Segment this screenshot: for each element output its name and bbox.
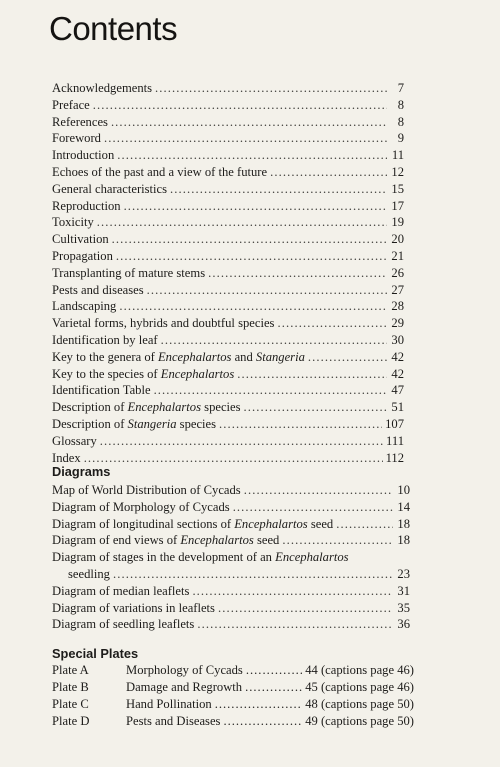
entry-label-text: Pests and diseases xyxy=(52,282,144,297)
entry-label-text: Transplanting of mature stems xyxy=(52,265,206,280)
diagram-entry-continuation xyxy=(52,566,410,583)
entry-label-italic: Stangeria xyxy=(127,416,177,431)
dot-leader xyxy=(100,433,383,450)
entry-page-number: 107 xyxy=(385,416,404,431)
dot-leader xyxy=(117,147,387,164)
entry-label xyxy=(52,97,90,114)
entry-label-text: Foreword xyxy=(52,131,101,146)
toc-entry xyxy=(52,130,404,147)
entry-label-text: Identification by leaf xyxy=(52,332,158,347)
entry-page-number: 18 xyxy=(397,533,410,548)
dot-leader xyxy=(113,566,393,583)
dot-leader xyxy=(97,214,387,231)
entry-label-text: Cultivation xyxy=(52,232,109,247)
dot-leader xyxy=(218,600,393,617)
entry-label xyxy=(52,164,267,181)
plate-description: Hand Pollination xyxy=(126,697,212,711)
entry-label-text: species xyxy=(201,400,241,415)
entry-label xyxy=(52,130,101,147)
entry-label-italic: Encephalartos xyxy=(157,349,232,364)
dot-leader xyxy=(119,298,387,315)
page-title: Contents xyxy=(49,10,178,47)
entry-label xyxy=(52,315,274,332)
entry-label xyxy=(52,600,215,617)
dot-leader xyxy=(223,713,302,730)
entry-label xyxy=(52,198,121,215)
entry-label-text: Diagram of seedling leaflets xyxy=(52,617,195,632)
toc-entry xyxy=(52,315,404,332)
diagrams-list xyxy=(52,482,410,633)
entry-page-number: 42 xyxy=(391,349,404,364)
dot-leader xyxy=(112,231,387,248)
entry-page-number: 17 xyxy=(391,198,404,213)
entry-label-text: Introduction xyxy=(52,148,115,163)
entry-label-text: Diagram of stages in the development of an xyxy=(52,550,276,565)
toc-entry xyxy=(52,231,404,248)
dot-leader xyxy=(244,399,387,416)
plate-entry xyxy=(52,662,414,679)
dot-leader xyxy=(336,516,393,533)
entry-label xyxy=(52,231,109,248)
dot-leader xyxy=(124,198,387,215)
entry-page-number: 28 xyxy=(391,299,404,314)
toc-entry xyxy=(52,248,404,265)
entry-label-text: Landscaping xyxy=(52,299,117,314)
diagram-entry xyxy=(52,616,410,633)
toc-entry xyxy=(52,366,404,383)
diagram-entry xyxy=(52,482,410,499)
entry-page-number: 10 xyxy=(397,483,410,497)
special-plates-heading: Special Plates xyxy=(52,646,139,661)
toc-entry xyxy=(52,265,404,282)
entry-page-number: 15 xyxy=(391,181,404,196)
plate-description: Damage and Regrowth xyxy=(126,680,243,694)
entry-label-text: and xyxy=(231,349,256,364)
entry-label-text: Description of xyxy=(52,400,128,415)
entry-label-italic: Stangeria xyxy=(255,349,305,364)
toc-entry xyxy=(52,97,404,114)
dot-leader xyxy=(277,315,387,332)
entry-label-text: Acknowledgements xyxy=(52,81,153,95)
entry-page-number: 111 xyxy=(386,433,404,448)
entry-page-number: 14 xyxy=(397,499,410,514)
entry-label xyxy=(52,298,116,315)
plate-entry xyxy=(52,696,414,713)
toc-entry xyxy=(52,433,404,450)
toc-entry xyxy=(52,282,404,299)
dot-leader xyxy=(308,349,387,366)
entry-page-number: 20 xyxy=(391,232,404,247)
entry-label xyxy=(52,382,151,399)
dot-leader xyxy=(147,282,387,299)
plate-page: 45 (captions page 46) xyxy=(305,680,414,694)
entry-label xyxy=(52,532,279,549)
entry-page-number: 29 xyxy=(391,316,404,331)
plate-entry xyxy=(52,679,414,696)
dot-leader xyxy=(219,416,382,433)
plate-name: Plate D xyxy=(52,714,90,728)
plate-page: 44 (captions page 46) xyxy=(305,663,414,677)
entry-page-number: 27 xyxy=(391,282,404,297)
diagram-entry xyxy=(52,499,410,516)
entry-label-text: Key to the genera of xyxy=(52,349,158,364)
diagram-entry xyxy=(52,516,410,533)
dot-leader xyxy=(208,265,387,282)
entry-page-number: 30 xyxy=(391,332,404,347)
dot-leader xyxy=(245,679,302,696)
entry-page-number: 18 xyxy=(397,516,410,531)
entry-label-text: Reproduction xyxy=(52,198,121,213)
special-plates-list xyxy=(52,662,414,730)
entry-label-text: seed xyxy=(253,533,280,548)
entry-label-italic: Encephalartos xyxy=(234,516,308,531)
dot-leader xyxy=(155,80,387,97)
entry-label-text: Propagation xyxy=(52,248,113,263)
dot-leader xyxy=(161,332,387,349)
entry-label xyxy=(52,583,189,600)
dot-leader xyxy=(170,181,387,198)
entry-label xyxy=(52,616,194,633)
entry-label-italic: Encephalartos xyxy=(180,533,254,548)
entry-page-number: 47 xyxy=(391,383,404,398)
toc-entry xyxy=(52,399,404,416)
entry-label-italic: Encephalartos xyxy=(160,366,235,381)
toc-entry xyxy=(52,298,404,315)
diagrams-heading: Diagrams xyxy=(52,464,111,479)
entry-label xyxy=(52,366,234,383)
entry-label-text: Index xyxy=(52,450,81,465)
toc-entry xyxy=(52,147,404,164)
entry-label-text: Description of xyxy=(52,416,128,431)
diagram-entry xyxy=(52,583,410,600)
entry-page-number: 35 xyxy=(397,600,410,615)
toc-entry xyxy=(52,181,404,198)
toc-entry xyxy=(52,349,404,366)
entry-label-text: Diagram of end views of xyxy=(52,533,181,548)
entry-label xyxy=(52,282,144,299)
dot-leader xyxy=(93,97,387,114)
plate-entry xyxy=(52,713,414,730)
plate-description: Pests and Diseases xyxy=(126,714,221,728)
entry-page-number: 9 xyxy=(397,131,404,146)
entry-label xyxy=(52,114,108,131)
entry-label-text: Diagram of median leaflets xyxy=(52,583,190,598)
plate-page: 49 (captions page 50) xyxy=(305,714,414,728)
entry-label-text: Preface xyxy=(52,97,90,112)
entry-label-text: Varietal forms, hybrids and doubtful species xyxy=(52,316,275,331)
entry-page-number: 12 xyxy=(391,164,404,179)
dot-leader xyxy=(233,499,393,516)
entry-label xyxy=(52,349,305,366)
dot-leader xyxy=(192,583,393,600)
entry-label xyxy=(52,214,94,231)
entry-label-text: Key to the species of xyxy=(52,366,161,381)
plate-name: Plate C xyxy=(52,697,89,711)
dot-leader xyxy=(154,382,387,399)
dot-leader xyxy=(104,130,387,147)
entry-label-continuation: seedling xyxy=(68,566,110,581)
entry-label-text: General characteristics xyxy=(52,181,168,196)
entry-page-number: 51 xyxy=(391,400,404,415)
dot-leader xyxy=(270,164,387,181)
entry-page-number: 21 xyxy=(391,248,404,263)
dot-leader xyxy=(246,662,302,679)
dot-leader xyxy=(84,450,383,467)
toc-entry xyxy=(52,114,404,131)
entry-label xyxy=(52,80,152,97)
dot-leader xyxy=(116,248,387,265)
entry-label-text: Map of World Distribution of Cycads xyxy=(52,483,241,497)
entry-label xyxy=(52,499,230,516)
entry-label xyxy=(52,181,167,198)
entry-page-number: 8 xyxy=(397,114,404,129)
entry-label xyxy=(52,549,349,566)
toc-entry xyxy=(52,80,404,97)
toc-entry xyxy=(52,382,404,399)
dot-leader xyxy=(282,532,393,549)
diagram-entry xyxy=(52,532,410,549)
plate-description: Morphology of Cycads xyxy=(126,663,243,677)
entry-label xyxy=(52,516,333,533)
plate-name: Plate A xyxy=(52,663,89,677)
entry-label-italic: Encephalartos xyxy=(275,550,349,565)
toc-entry xyxy=(52,214,404,231)
entry-label xyxy=(52,416,216,433)
entry-page-number: 11 xyxy=(391,148,404,163)
entry-label xyxy=(52,147,114,164)
entry-page-number: 23 xyxy=(397,566,410,581)
entry-label xyxy=(52,399,241,416)
entry-label xyxy=(52,332,158,349)
plate-name: Plate B xyxy=(52,680,89,694)
entry-label xyxy=(52,482,241,499)
table-of-contents xyxy=(52,80,404,466)
entry-page-number: 31 xyxy=(397,583,410,598)
entry-label-text: Diagram of variations in leaflets xyxy=(52,600,215,615)
toc-entry xyxy=(52,416,404,433)
dot-leader xyxy=(197,616,393,633)
diagram-entry xyxy=(52,600,410,617)
entry-label-text: Diagram of Morphology of Cycads xyxy=(52,499,230,514)
entry-page-number: 19 xyxy=(391,215,404,230)
toc-entry xyxy=(52,198,404,215)
diagram-entry xyxy=(52,549,410,566)
entry-label-text: Echoes of the past and a view of the future xyxy=(52,164,268,179)
entry-label-text: Diagram of longitudinal sections of xyxy=(52,516,235,531)
entry-label-text: Identification Table xyxy=(52,383,151,398)
entry-label-text: species xyxy=(176,416,217,431)
entry-label-italic: Encephalartos xyxy=(127,400,202,415)
entry-page-number: 8 xyxy=(397,97,404,112)
entry-label xyxy=(52,433,97,450)
entry-page-number: 36 xyxy=(397,617,410,632)
entry-label-text: seed xyxy=(307,516,334,531)
entry-page-number: 42 xyxy=(391,366,404,381)
dot-leader xyxy=(215,696,303,713)
dot-leader xyxy=(244,482,393,499)
entry-label-text: Glossary xyxy=(52,433,97,448)
entry-page-number: 7 xyxy=(397,81,404,95)
entry-label-text: References xyxy=(52,114,108,129)
toc-entry xyxy=(52,164,404,181)
entry-page-number: 26 xyxy=(391,265,404,280)
dot-leader xyxy=(237,366,387,383)
entry-label xyxy=(52,265,205,282)
toc-entry xyxy=(52,332,404,349)
entry-label xyxy=(52,248,113,265)
entry-page-number: 112 xyxy=(385,450,404,465)
dot-leader xyxy=(111,114,387,131)
plate-page: 48 (captions page 50) xyxy=(305,697,414,711)
entry-label-text: Toxicity xyxy=(52,215,94,230)
